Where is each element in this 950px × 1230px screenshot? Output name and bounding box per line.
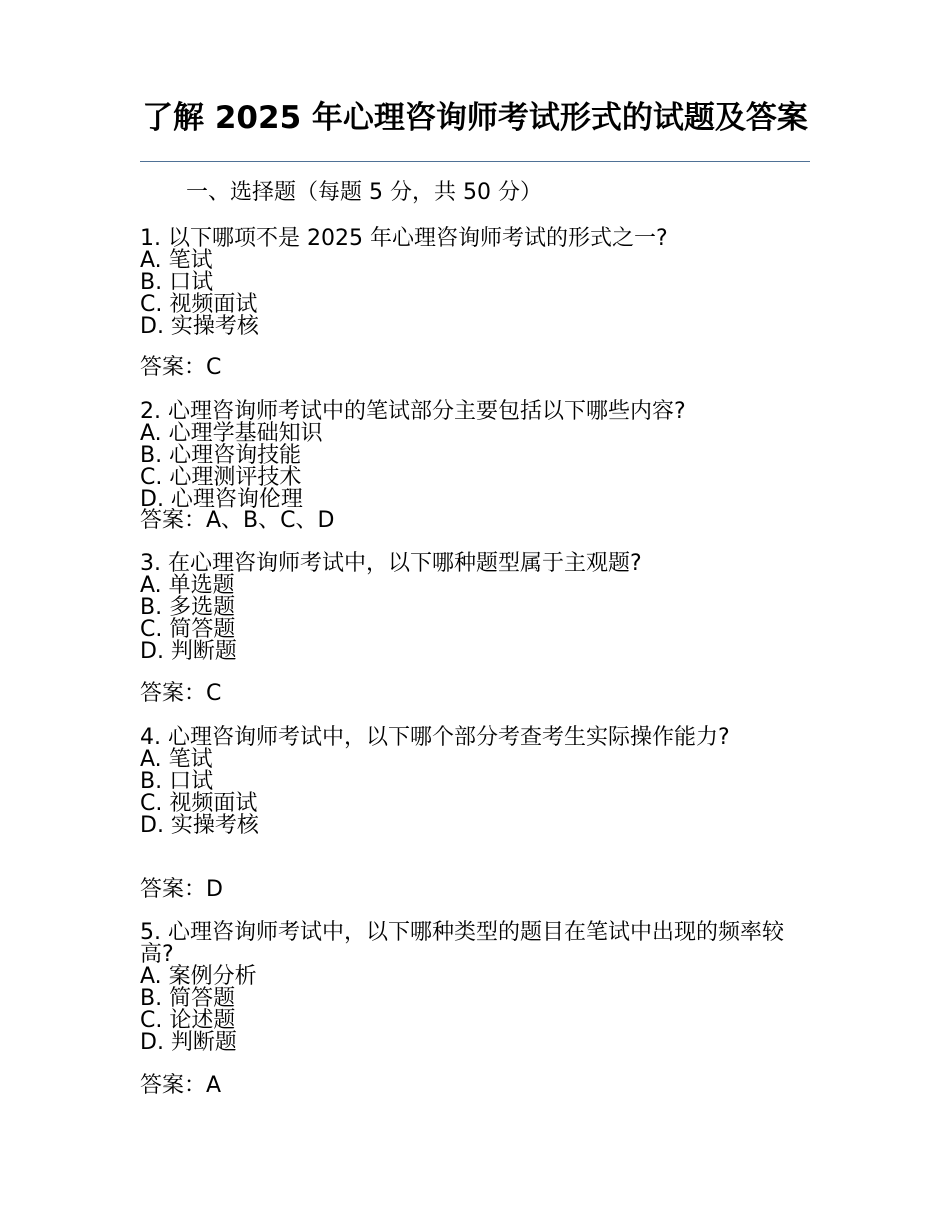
option-a: A. 笔试 [140,747,213,772]
option-d: D. 实操考核 [140,813,259,838]
question-2 [140,401,800,511]
option-c: C. 简答题 [140,617,236,642]
option-c: C. 论述题 [140,1008,236,1033]
title-underline [140,161,810,162]
option-a: A. 心理学基础知识 [140,421,323,446]
question-stem: 2. 心理咨询师考试中的笔试部分主要包括以下哪些内容? [140,399,686,424]
option-c: C. 视频面试 [140,791,258,816]
question-stem: 3. 在心理咨询师考试中，以下哪种题型属于主观题? [140,551,642,576]
option-b: B. 心理咨询技能 [140,443,302,468]
option-b: B. 口试 [140,270,214,295]
document-title: 了解 2025 年心理咨询师考试形式的试题及答案 [142,100,808,136]
answer-1: 答案：C [140,355,222,380]
question-4 [140,727,800,837]
question-stem: 4. 心理咨询师考试中，以下哪个部分考查考生实际操作能力? [140,725,730,750]
section-heading: 一、选择题（每题 5 分，共 50 分） [186,180,542,205]
option-a: A. 单选题 [140,573,235,598]
option-d: D. 判断题 [140,639,237,664]
option-a: A. 案例分析 [140,964,257,989]
option-b: B. 口试 [140,769,214,794]
question-stem: 5. 心理咨询师考试中，以下哪种类型的题目在笔试中出现的频率较高? [140,920,784,967]
answer-3: 答案：C [140,681,222,706]
answer-2: 答案：A、B、C、D [140,508,335,533]
option-b: B. 多选题 [140,595,236,620]
option-d: D. 实操考核 [140,314,259,339]
option-c: C. 心理测评技术 [140,465,302,490]
option-a: A. 笔试 [140,248,213,273]
question-3 [140,553,800,663]
question-1 [140,228,800,338]
question-5 [140,922,800,1054]
answer-4: 答案：D [140,877,223,902]
option-d: D. 判断题 [140,1030,237,1055]
question-stem: 1. 以下哪项不是 2025 年心理咨询师考试的形式之一? [140,226,668,251]
answer-5: 答案：A [140,1073,222,1098]
option-b: B. 简答题 [140,986,236,1011]
option-c: C. 视频面试 [140,292,258,317]
option-d: D. 心理咨询伦理 [140,487,303,512]
